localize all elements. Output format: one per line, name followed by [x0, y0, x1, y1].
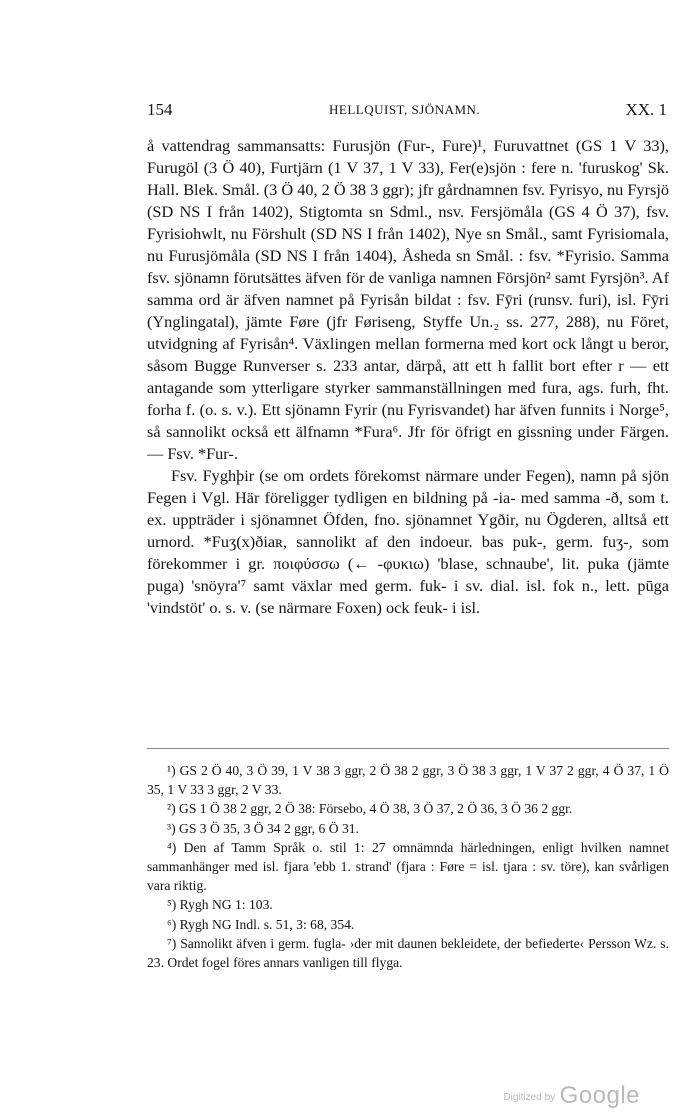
running-header: [147, 100, 667, 120]
digitization-watermark: [503, 1082, 640, 1110]
footnotes: [147, 761, 669, 972]
watermark-prefix: Digitized by: [503, 1092, 556, 1103]
page-number: 154: [147, 100, 173, 119]
footnote-divider: [147, 748, 669, 749]
running-title: HELLQUIST, SJÖNAMN.: [329, 102, 481, 117]
footnote: ⁷) Sannolikt äfven i germ. fugla- ›der mit daunen bekleidete, der befiederte‹ Persson Wz. s. 23. Ordet fogel föres annars vanligen till flyga.: [147, 935, 669, 971]
footnote: ⁵) Rygh NG 1: 103.: [167, 897, 273, 913]
paragraph: å vattendrag sammansatts: Furusjön (Fur-, Fure)¹, Furuvattnet (GS 1 V 33), Furugöl (3 Ö 40), Furtjärn (1 V 37, 1 V 33), Fer(e)sjön : fere n. 'furuskog' Sk. Hall. Blek. Smål. (3 Ö 40, 2 Ö 38 3 ggr); jfr gårdnamnen fsv. Fyrisyo, nu Fyrsjö (SD NS I från 1402), Stigtomta sn Sdml., nsv. Fersjömåla (GS 4 Ö 37), fsv. Fyrisiohwlt, nu Förshult (SD NS I från 1402), Nye sn Smål., samt Fyrisiomala, nu Furusjömåla (SD NS I från 1404), Åsheda sn Smål. : fsv. *Fyrisio. Samma fsv. sjönamn förutsättes äfven för de vanliga namnen Försjön² samt Fyrsjön³. Af samma ord är äfven namnet på Fyrisån bildat : fsv. Fȳri (runsv. furi), isl. Fȳri (Ynglingatal), jämte Føre (jfr Føriseng, Styffe Un.₂ ss. 277, 288), nu Föret, utvidgning af Fyrisån⁴. Växlingen mellan formerna med kort ock långt u beror, såsom Bugge Runverser s. 233 antar, därpå, att ett h fallit bort efter r — ett antagande som ytterligare styrker sammanställningen med fura, ags. furh, fht. forha f. (o. s. v.). Ett sjönamn Fyrir (nu Fyrisvandet) har äfven funnits i Norge⁵, så sannolikt också ett älfnamn *Fura⁶. Jfr för öfrigt en gissning under Färgen. — Fsv. *Fur-.: [147, 136, 669, 463]
paragraph: Fsv. Fyghþir (se om ordets förekomst närmare under Fegen), namn på sjön Fegen i Vgl. Här föreligger tydligen en bildning på -ia- med samma -ð, som t. ex. uppträder i sjönamnet Öfden, fno. sjönamnet Ygðir, nu Ögderen, alltså ett urnord. *Fuʒ(x)ðiaʀ, sannolikt af den indoeur. bas puk-, germ. fuʒ-, som förekommer i gr. ποιφύσσω (← -φυκιω) 'blase, schnaube', lit. puka (jämte puga) 'snöyra'⁷ samt växlar med germ. fuk- i sv. dial. isl. fok n., lett. pūga 'vindstöt' o. s. v. (se närmare Foxen) ock feuk- i isl.: [147, 466, 669, 617]
watermark-logo: Google: [559, 1082, 640, 1109]
volume-number: XX. 1: [625, 100, 667, 119]
main-text: [147, 135, 669, 619]
footnote: ⁶) Rygh NG Indl. s. 51, 3: 68, 354.: [167, 916, 355, 932]
footnote: ⁴) Den af Tamm Språk o. stil 1: 27 omnämnda härledningen, enligt hvilken namnet sammanhänger med isl. fjara 'ebb 1. strand' (fjara : Føre = isl. tjara : sv. töre), kan svårligen vara riktig.: [147, 839, 669, 894]
footnote: ²) GS 1 Ö 38 2 ggr, 2 Ö 38: Försebo, 4 Ö 38, 3 Ö 37, 2 Ö 36, 3 Ö 36 2 ggr.: [167, 801, 573, 817]
footnote: ¹) GS 2 Ö 40, 3 Ö 39, 1 V 38 3 ggr, 2 Ö 38 2 ggr, 3 Ö 38 3 ggr, 1 V 37 2 ggr, 4 Ö 37, 1 Ö 35, 1 V 33 3 ggr, 2 V 33.: [147, 763, 669, 798]
footnote: ³) GS 3 Ö 35, 3 Ö 34 2 ggr, 6 Ö 31.: [167, 820, 359, 836]
